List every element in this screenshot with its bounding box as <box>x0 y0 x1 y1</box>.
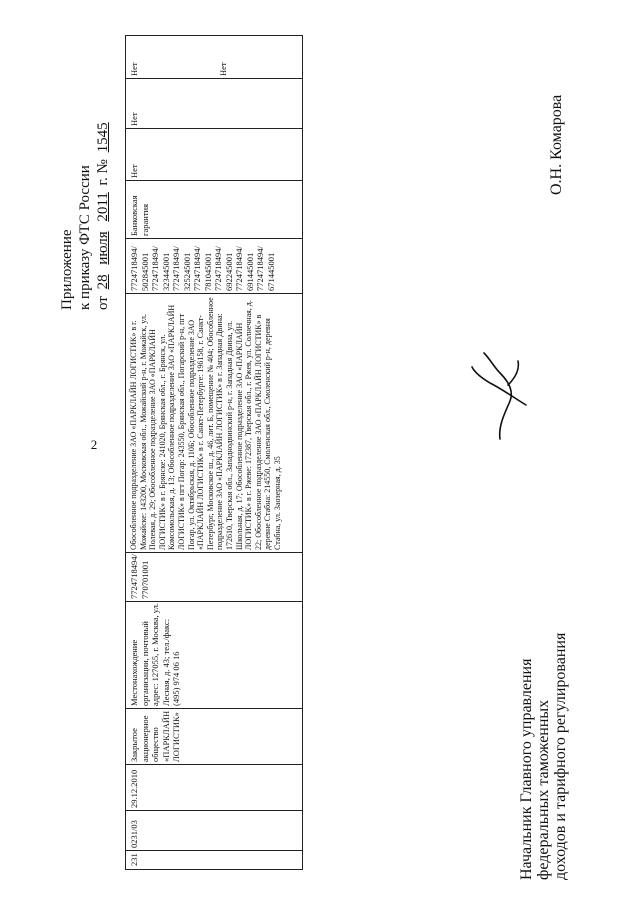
annex-month: июля <box>95 231 111 265</box>
annex-number: 1545 <box>95 122 111 153</box>
cell-organization: Закрытое акционерное общество «ПАРКЛАЙН ЛОГИСТИК» <box>129 710 181 762</box>
cell-guarantee: Банковская гарантия <box>129 195 150 236</box>
annex-header <box>58 10 112 310</box>
annex-title: Приложение <box>59 229 75 310</box>
annex-year: 2011 <box>95 192 111 222</box>
annex-no: № <box>95 159 111 174</box>
head-line-3: доходов и тарифного регулирования <box>552 632 569 880</box>
annex-ot: от <box>95 296 111 310</box>
annex-g: г. <box>95 177 111 186</box>
cell-no-3: Нет <box>129 62 139 76</box>
cell-date: 29.12.2010 <box>129 769 139 808</box>
page-number: 2 <box>90 437 98 452</box>
cell-row-number: 231 <box>129 853 139 866</box>
cell-inn-kpp: 7724718494/ 770701001 <box>129 554 150 599</box>
cell-registration-number: 0231/03 <box>129 820 139 848</box>
annex-order: к приказу ФТС России <box>77 165 93 310</box>
annex-date-line <box>94 10 112 310</box>
cell-no-2: Нет <box>129 112 139 126</box>
cell-no-1: Нет <box>129 164 139 178</box>
signature-image <box>460 325 540 445</box>
cell-no-4: Нет <box>218 62 228 76</box>
head-position <box>518 620 569 880</box>
signatory-name: О.Н. Комарова <box>548 94 565 195</box>
cell-division-codes: 7724718494/ 502845001 7724718494/ 323445001 7724718494/ 325245001 7724718494/ 781045001 7724718494/ 692245001 7724718494/ 691445001 7724718494/ 671445001 <box>129 246 276 291</box>
cell-divisions: Обособленное подразделение ЗАО «ПАРКЛАЙН ЛОГИСТИК» в г. Можайске: 143200, Московская обл., Можайский р-н, г. Можайск, ул. Полевая, д. 29; Обособленное подразделение ЗАО «ПАРКЛАЙН ЛОГИСТИК» в г. Брянске: 241020, Брянская обл., г. Брянск, ул. Комсомольская, д. 13; Обособленное подразделение ЗАО «ПАРКЛАЙН ЛОГИСТИК» в пгт Погар: 243550, Брянская обл., Погарский р-н, пгт Погар, ул. Октябрьская, д. 110Б; Обособленное подразделение ЗАО «ПАРКЛАЙН ЛОГИСТИК» в г. Санкт-Петербурге: 196158, г. Санкт-Петербург, Московское ш., д. 46, лит. Б, помещение № 404; Обособленное подразделение ЗАО «ПАРКЛАЙН ЛОГИСТИК» в г. Западная Двина: 172610, Тверская обл., Западнодвинский р-н, г. Западная Двина, ул. Школьная, д. 17; Обособленное подразделение ЗАО «ПАРКЛАЙН ЛОГИСТИК» в г. Ржеве: 172387, Тверская обл., г. Ржев, ул. Солнечная, д. 22; Обособленное подразделение ЗАО «ПАРКЛАЙН ЛОГИСТИК» в деревне Стабна: 214550, Смоленская обл., Смоленский р-н, деревня Стабна, ул. Заозерная, д. 35 <box>129 297 282 550</box>
head-line-1: Начальник Главного управления <box>518 658 535 880</box>
annex-day: 28 <box>95 274 111 290</box>
cell-address: Местонахождение организации, почтовый адрес: 127055, г. Москва, ул. Лесная, д. 43; тел./факс: (495) 974 06 16 <box>129 603 181 706</box>
head-line-2: федеральных таможенных <box>535 699 552 880</box>
registry-table <box>125 35 303 870</box>
